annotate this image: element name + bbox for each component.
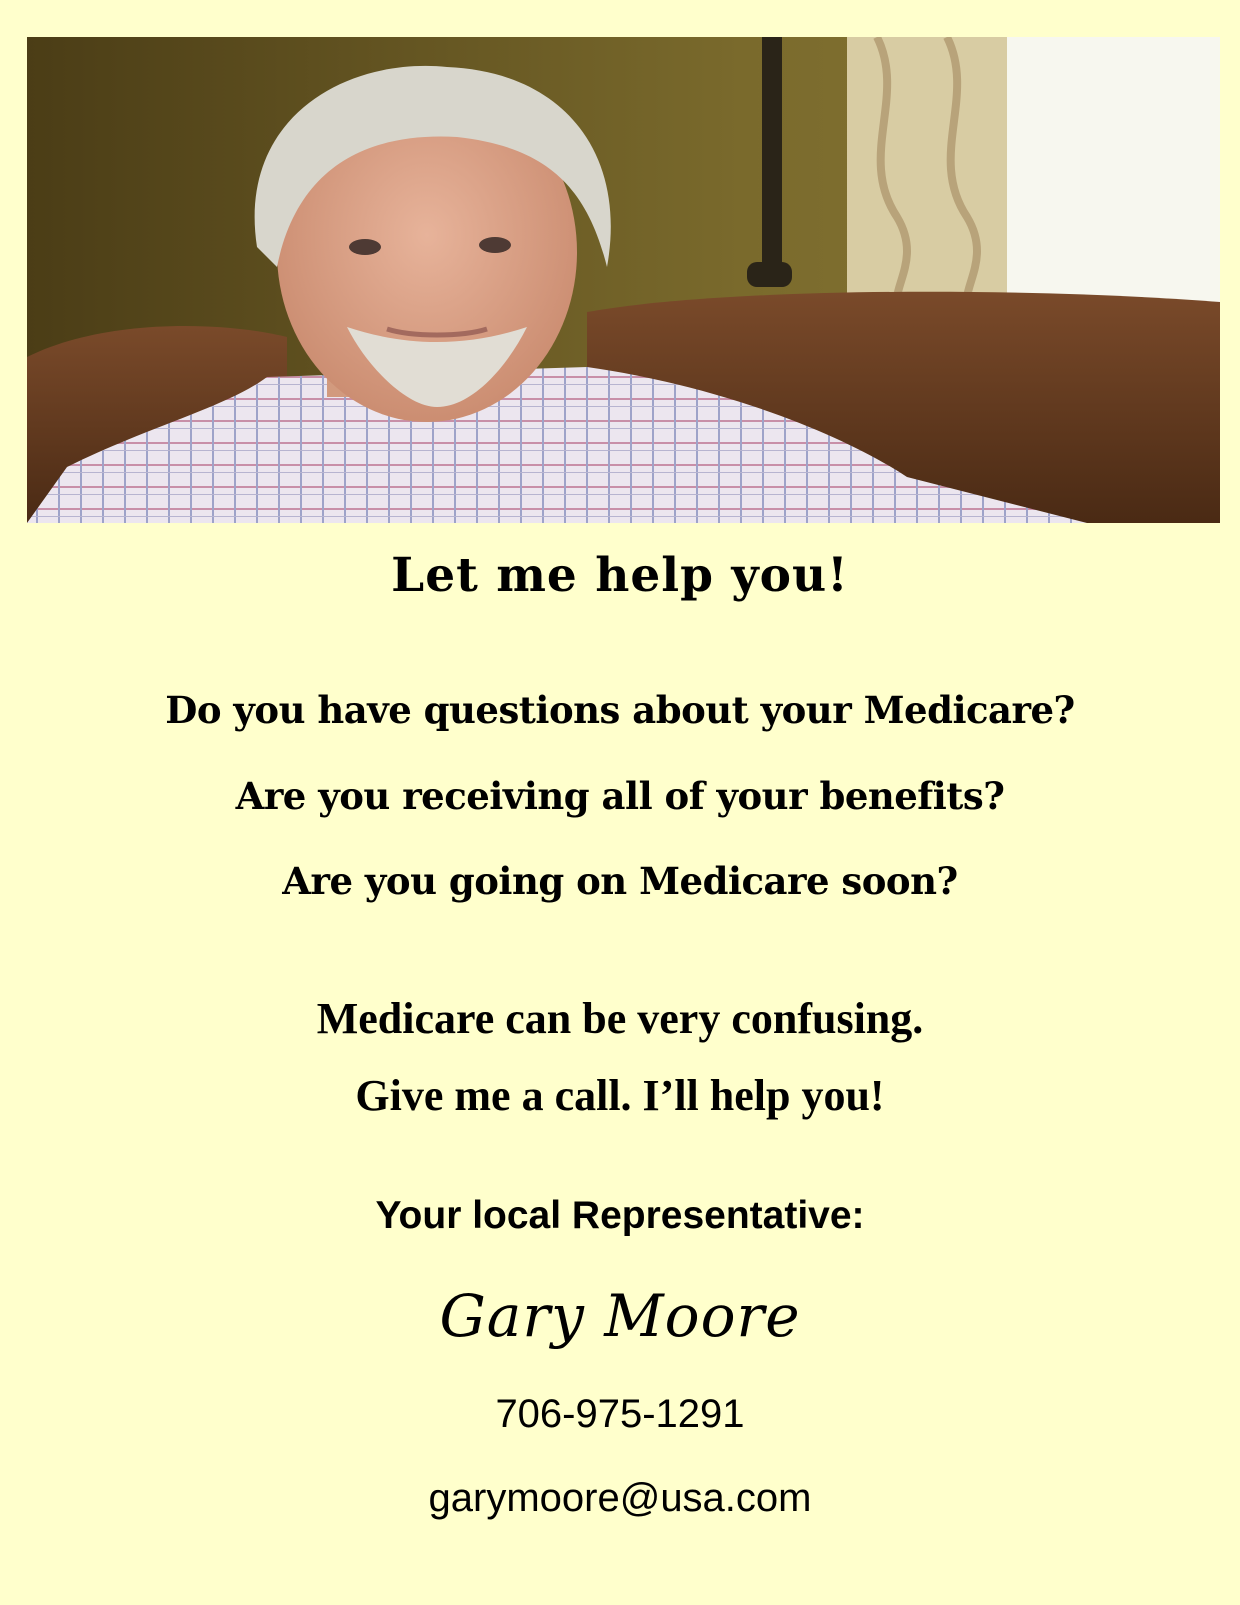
headline: Let me help you! (391, 548, 849, 603)
question-medicare: Do you have questions about your Medicare? (165, 688, 1075, 732)
statement-confusing: Medicare can be very confusing. (316, 994, 924, 1043)
representative-label: Your local Representative: (375, 1194, 865, 1237)
statement-call: Give me a call. I’ll help you! (355, 1071, 885, 1120)
phone-number: 706-975-1291 (495, 1392, 745, 1436)
representative-name: Gary Moore (439, 1282, 801, 1350)
question-going-on-medicare: Are you going on Medicare soon? (282, 859, 958, 903)
representative-photo (27, 37, 1220, 523)
question-benefits: Are you receiving all of your benefits? (235, 774, 1005, 818)
email-address: garymoore@usa.com (428, 1476, 812, 1520)
